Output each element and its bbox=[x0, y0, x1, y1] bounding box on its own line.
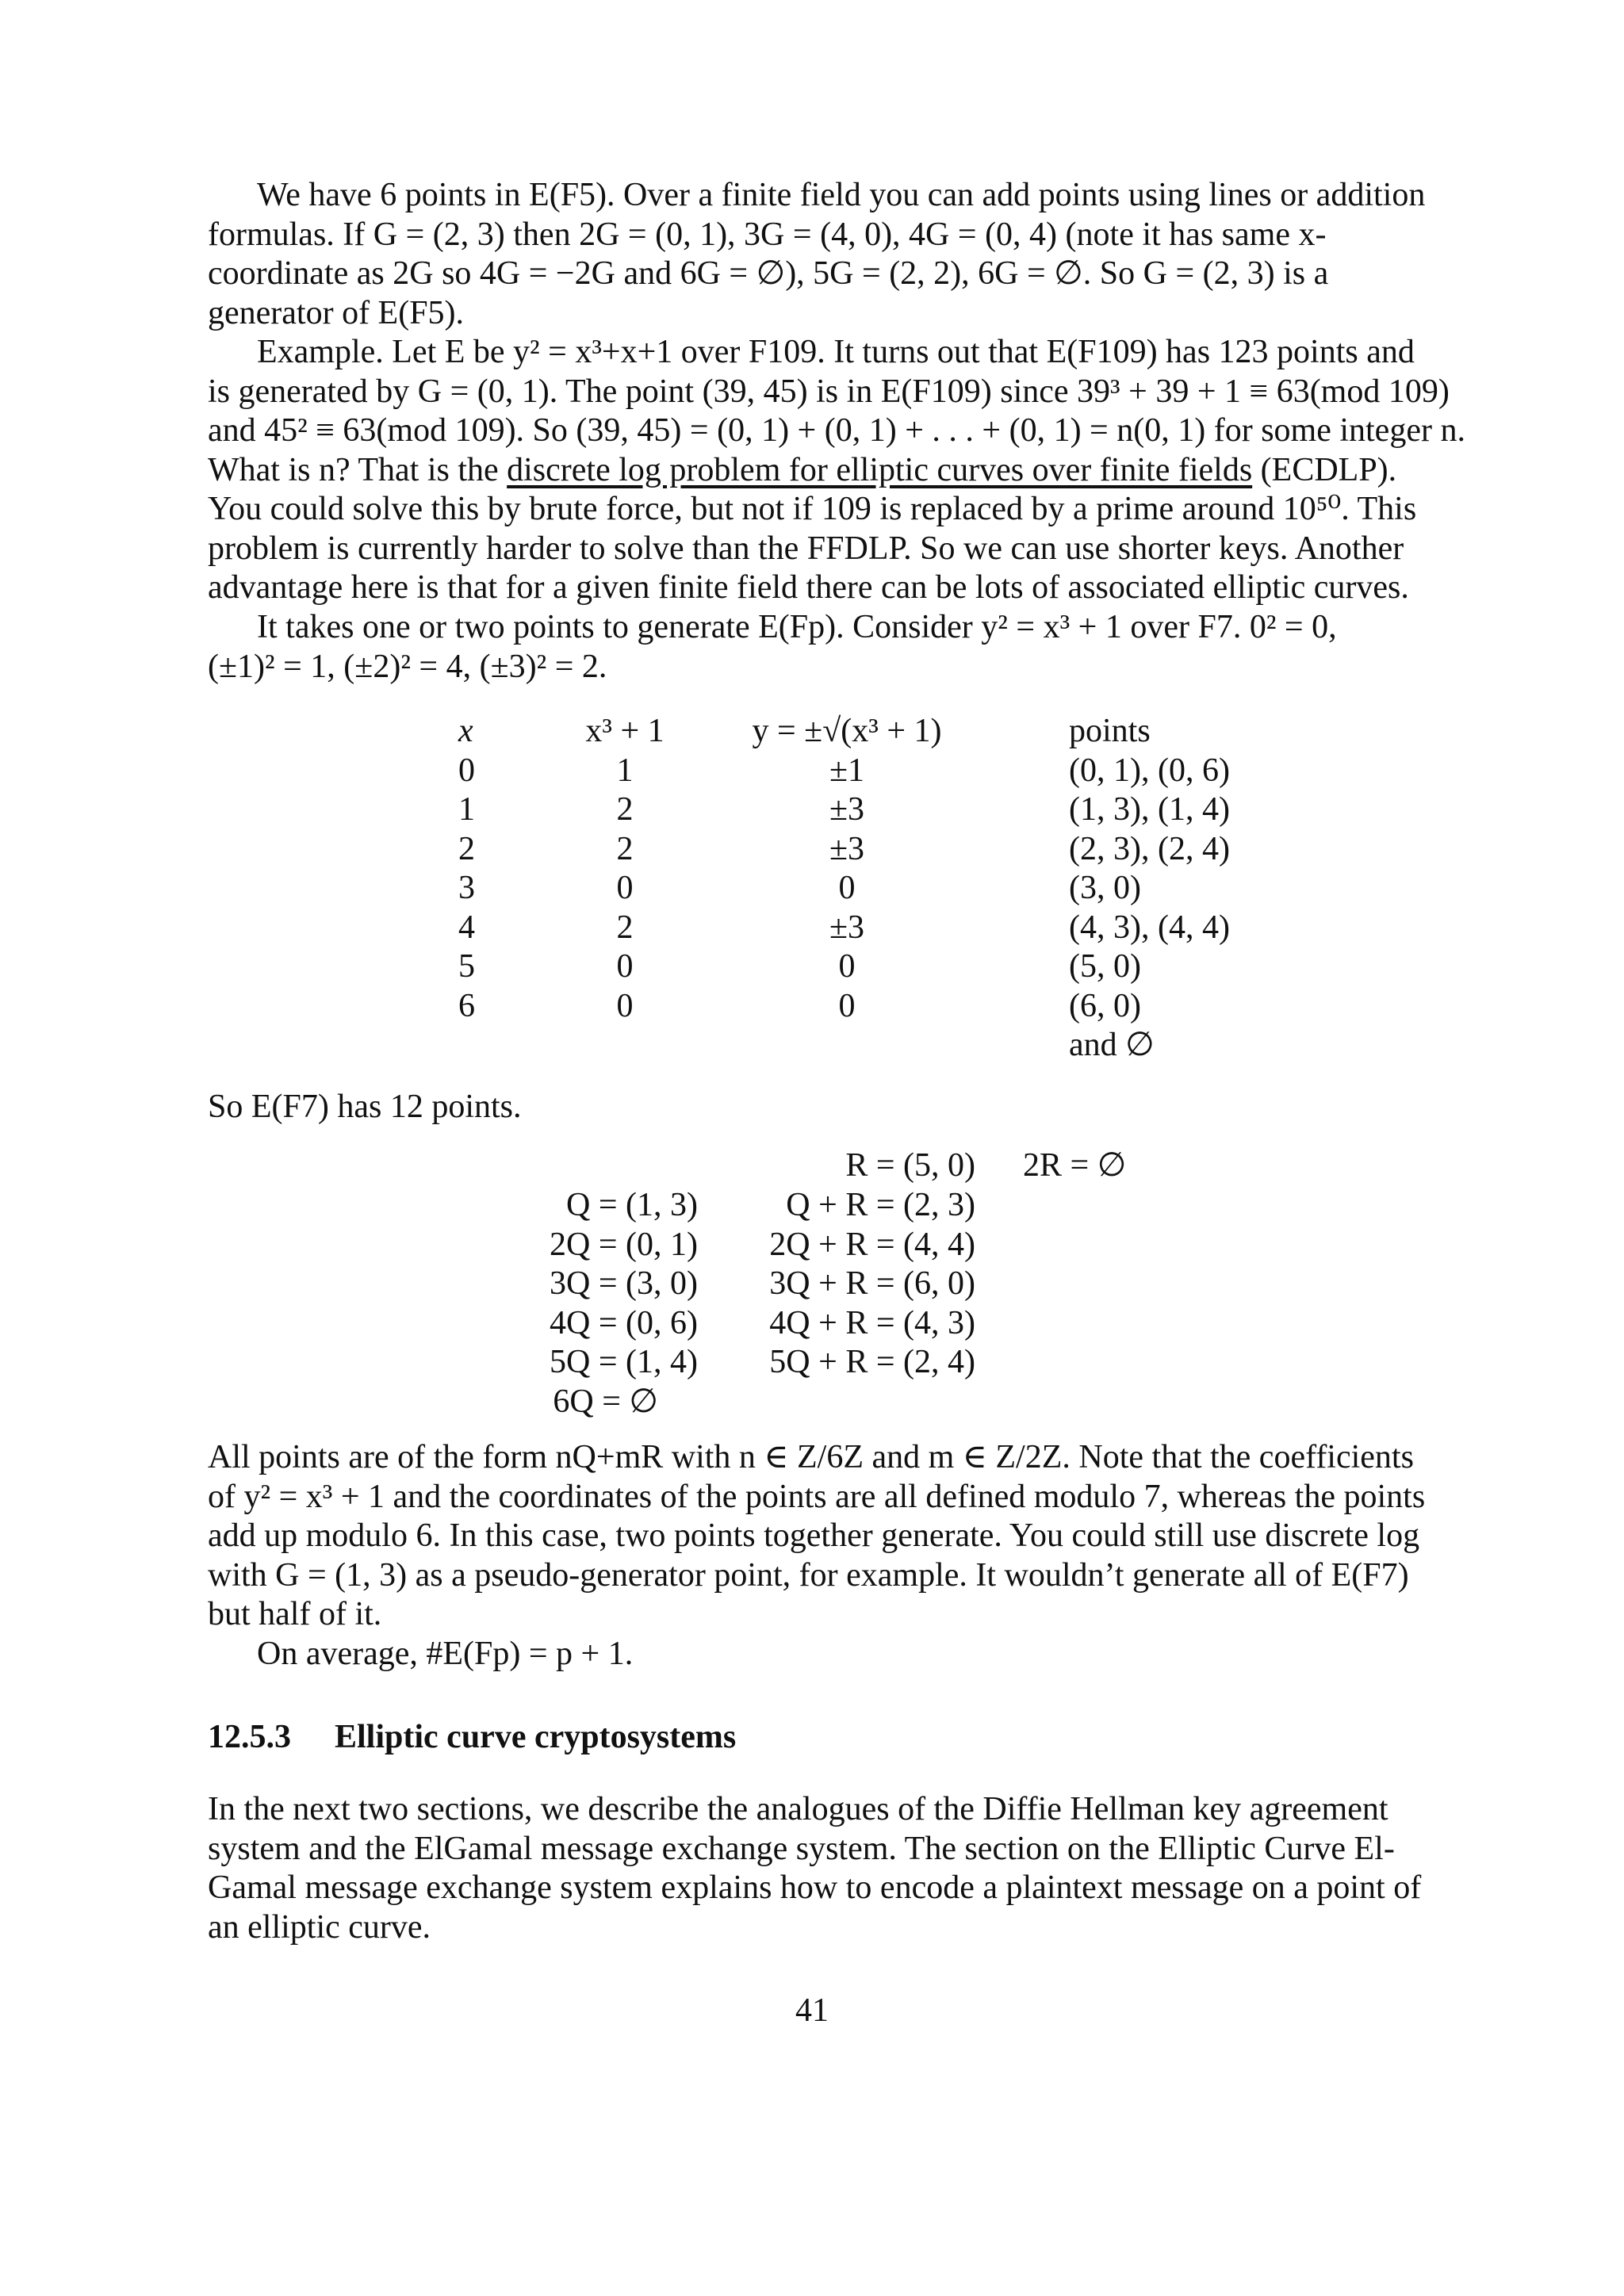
r-equation bbox=[761, 1146, 975, 1186]
table-cell: 0 bbox=[616, 948, 634, 985]
equation: 2R = ∅ bbox=[1023, 1147, 1127, 1184]
table-cell: 2 bbox=[616, 909, 634, 946]
page-number: 41 bbox=[795, 1992, 829, 2029]
column-header: x bbox=[458, 713, 473, 749]
table-cell: (0, 1), (0, 6) bbox=[1069, 752, 1230, 789]
text-line: On average, #E(Fp) = p + 1. bbox=[257, 1635, 634, 1672]
example-paragraph bbox=[208, 333, 1484, 608]
equation: 4Q = (0, 6) bbox=[550, 1304, 698, 1341]
table-cell: ±3 bbox=[829, 830, 865, 867]
table-cell: and ∅ bbox=[1069, 1027, 1155, 1063]
text-line: and 45² ≡ 63(mod 109). So (39, 45) = (0, 1) + (0, 1) + . . . + (0, 1) = n(0, 1) for some integer n. bbox=[208, 412, 1465, 449]
table-row bbox=[444, 790, 1230, 830]
text-line: formulas. If G = (2, 3) then 2G = (0, 1), 3G = (4, 0), 4G = (0, 4) (note it has same x- bbox=[208, 216, 1327, 253]
text-line: It takes one or two points to generate E(Fp). Consider y² = x³ + 1 over F7. 0² = 0, bbox=[257, 609, 1337, 645]
equation: 5Q = (1, 4) bbox=[550, 1344, 698, 1380]
text-line: All points are of the form nQ+mR with n ∈ Z/6Z and m ∈ Z/2Z. Note that the coefficients bbox=[208, 1439, 1414, 1475]
text-line: add up modulo 6. In this case, two points together generate. You could still use discrete log bbox=[208, 1517, 1420, 1554]
table-cell: 1 bbox=[616, 752, 634, 789]
table-row bbox=[444, 830, 1230, 870]
table-cell: 2 bbox=[458, 830, 475, 867]
column-header: y = ±√(x³ + 1) bbox=[752, 713, 942, 749]
points-table bbox=[444, 712, 1230, 1066]
equation: Q = (1, 3) bbox=[566, 1187, 698, 1223]
text-line: (±1)² = 1, (±2)² = 4, (±3)² = 2. bbox=[208, 648, 607, 685]
text-line: advantage here is that for a given finite field there can be lots of associated elliptic curves. bbox=[208, 569, 1409, 606]
text-line: with G = (1, 3) as a pseudo-generator point, for example. It wouldn’t generate all of E(F7) bbox=[208, 1556, 1409, 1594]
table-cell bbox=[696, 1026, 998, 1066]
table-cell: 1 bbox=[458, 791, 475, 828]
table-row bbox=[444, 987, 1230, 1027]
table-cell: ±3 bbox=[829, 791, 865, 828]
column-header: points bbox=[1069, 713, 1151, 749]
text-line: Example. Let E be y² = x³+x+1 over F109. It turns out that E(F109) has 123 points and bbox=[257, 334, 1415, 370]
text-line: coordinate as 2G so 4G = −2G and 6G = ∅), 5G = (2, 2), 6G = ∅. So G = (2, 3) is a bbox=[208, 255, 1329, 292]
table-row bbox=[444, 869, 1230, 909]
text-line: Gamal message exchange system explains how to encode a plaintext message on a point of bbox=[208, 1869, 1422, 1906]
table-cell: (5, 0) bbox=[1069, 948, 1141, 985]
table-header-row bbox=[444, 712, 1230, 752]
equation: 6Q = ∅ bbox=[553, 1383, 658, 1420]
text-line: problem is currently harder to solve than the FFDLP. So we can use shorter keys. Another bbox=[208, 530, 1404, 567]
text-line bbox=[208, 451, 1484, 491]
equation: Q + R = (2, 3) bbox=[786, 1187, 975, 1223]
table-cell: 0 bbox=[458, 752, 475, 789]
column-header: x³ + 1 bbox=[585, 713, 665, 749]
equation: 2Q + R = (4, 4) bbox=[769, 1226, 975, 1263]
count-paragraph bbox=[208, 1088, 1484, 1127]
text-line: is generated by G = (0, 1). The point (39, 45) is in E(F109) since 39³ + 39 + 1 ≡ 63(mod 109) bbox=[208, 373, 1450, 410]
table-row bbox=[444, 752, 1230, 791]
table-cell: 2 bbox=[616, 791, 634, 828]
section-heading bbox=[208, 1717, 736, 1757]
table-cell: ±3 bbox=[829, 909, 865, 946]
table-cell: (6, 0) bbox=[1069, 987, 1141, 1024]
table-cell: (2, 3), (2, 4) bbox=[1069, 830, 1230, 867]
ecdlp-underlined-term: discrete log problem for elliptic curves over finite fields bbox=[507, 451, 1253, 488]
allpoints-paragraph bbox=[208, 1438, 1484, 1674]
text-line: an elliptic curve. bbox=[208, 1908, 431, 1946]
table-row bbox=[444, 1026, 1230, 1066]
generate-paragraph bbox=[208, 608, 1484, 687]
equation: 3Q + R = (6, 0) bbox=[769, 1265, 975, 1302]
table-cell: ±1 bbox=[829, 752, 865, 789]
table-cell: 0 bbox=[616, 987, 634, 1024]
table-cell: 3 bbox=[458, 870, 475, 906]
text-line: You could solve this by brute force, but not if 109 is replaced by a prime around 10⁵⁰. This bbox=[208, 491, 1417, 527]
closing-paragraph bbox=[208, 1790, 1484, 1947]
text-line: generator of E(F5). bbox=[208, 294, 465, 331]
text-fragment: (ECDLP). bbox=[1252, 451, 1397, 488]
table-cell: 5 bbox=[458, 948, 475, 985]
q-plus-r-column bbox=[714, 1186, 975, 1383]
equation: R = (5, 0) bbox=[845, 1147, 975, 1184]
text-line: We have 6 points in E(F5). Over a finite field you can add points using lines or addition bbox=[257, 177, 1426, 213]
table-row bbox=[444, 947, 1230, 987]
q-multiples-column bbox=[508, 1186, 698, 1422]
equation: 4Q + R = (4, 3) bbox=[769, 1304, 975, 1341]
text-fragment: What is n? That is the bbox=[208, 451, 508, 488]
table-cell: (4, 3), (4, 4) bbox=[1069, 909, 1230, 946]
section-title: Elliptic curve cryptosystems bbox=[335, 1719, 737, 1755]
text-line: of y² = x³ + 1 and the coordinates of the points are all defined modulo 7, whereas the points bbox=[208, 1478, 1426, 1515]
2r-equation bbox=[1023, 1146, 1126, 1186]
table-row bbox=[444, 909, 1230, 948]
text-line: but half of it. bbox=[208, 1596, 382, 1632]
equation: 3Q = (3, 0) bbox=[550, 1265, 698, 1302]
table-cell: 6 bbox=[458, 987, 475, 1024]
equation: 5Q + R = (2, 4) bbox=[769, 1344, 975, 1380]
table-cell: (3, 0) bbox=[1069, 870, 1141, 906]
table-cell bbox=[444, 1026, 553, 1066]
table-cell: 4 bbox=[458, 909, 475, 946]
table-cell: 0 bbox=[838, 870, 856, 906]
table-cell bbox=[553, 1026, 696, 1066]
text-line: In the next two sections, we describe the analogues of the Diffie Hellman key agreement bbox=[208, 1791, 1388, 1827]
table-cell: 0 bbox=[616, 870, 634, 906]
equation: 2Q = (0, 1) bbox=[550, 1226, 698, 1263]
table-cell: (1, 3), (1, 4) bbox=[1069, 791, 1230, 828]
intro-paragraph bbox=[208, 176, 1484, 333]
text-line: So E(F7) has 12 points. bbox=[208, 1089, 522, 1125]
table-cell: 0 bbox=[838, 948, 856, 985]
table-cell: 2 bbox=[616, 830, 634, 867]
table-cell: 0 bbox=[838, 987, 856, 1024]
section-number: 12.5.3 bbox=[208, 1719, 291, 1755]
text-line: system and the ElGamal message exchange system. The section on the Elliptic Curve El- bbox=[208, 1830, 1395, 1867]
